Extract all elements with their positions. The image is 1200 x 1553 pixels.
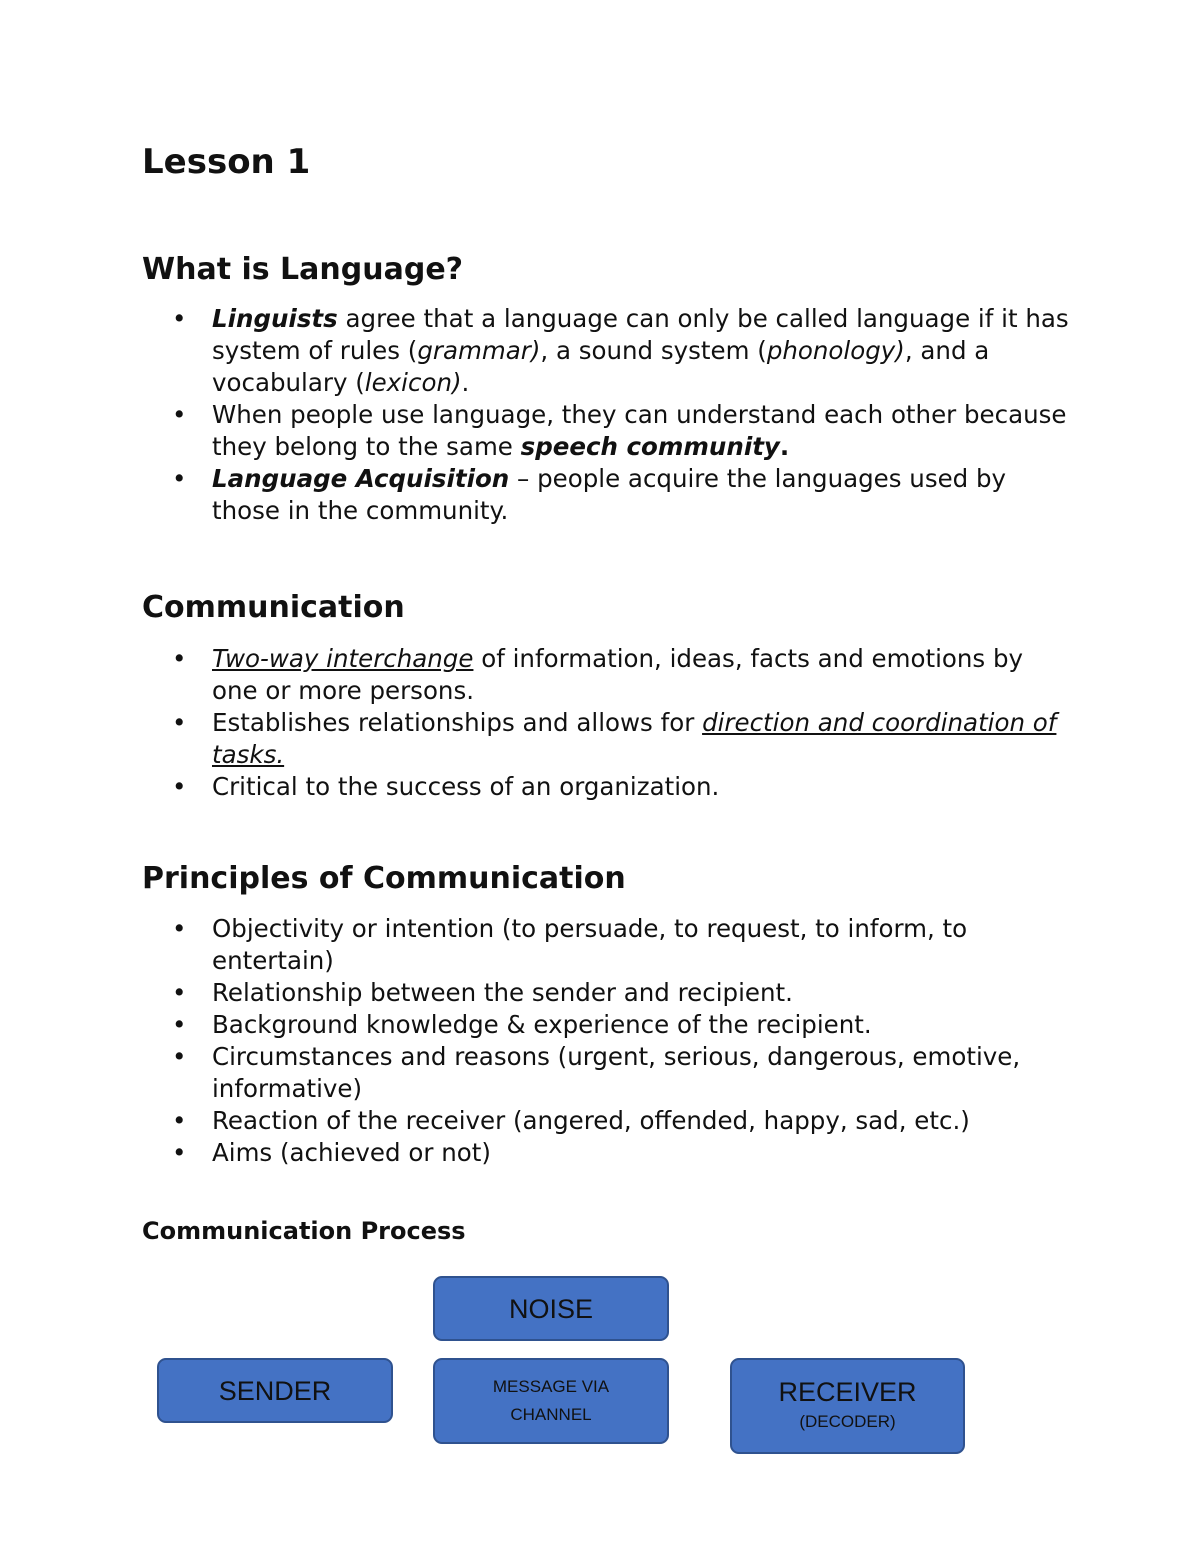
message-channel-box (433, 1358, 669, 1444)
receiver-label: RECEIVER (778, 1377, 917, 1407)
term-speech-community: speech community (520, 432, 780, 461)
lesson-title: Lesson 1 (142, 142, 311, 182)
list-item: • Circumstances and reasons (urgent, serious, dangerous, emotive, informative) (142, 1041, 1072, 1105)
receiver-box (730, 1358, 965, 1454)
list-item: • When people use language, they can understand each other because they belong to the same speech community. (142, 399, 1072, 463)
list-item: • Objectivity or intention (to persuade, to request, to inform, to entertain) (142, 913, 1072, 977)
sender-label: SENDER (218, 1375, 332, 1406)
term-grammar: grammar) (417, 336, 541, 365)
list-item: • Linguists agree that a language can only be called language if it has system of rules (grammar), a sound system (phonology), and a vocabulary (lexicon). (142, 303, 1072, 399)
term-linguists: Linguists (212, 304, 338, 333)
communication-process-diagram (0, 1260, 1200, 1480)
term-language-acquisition: Language Acquisition (212, 464, 510, 493)
heading-communication: Communication (142, 590, 405, 625)
heading-principles: Principles of Communication (142, 861, 626, 896)
communication-bullet-list (142, 643, 1072, 803)
language-bullet-list (142, 303, 1072, 527)
term-two-way-interchange: Two-way interchange (212, 644, 474, 673)
term-phonology: phonology) (766, 336, 905, 365)
heading-communication-process: Communication Process (142, 1217, 466, 1245)
message-label: MESSAGE VIA (492, 1377, 610, 1396)
list-item: • Language Acquisition – people acquire the languages used by those in the community. (142, 463, 1072, 527)
principles-bullet-list (142, 913, 1072, 1169)
list-item: • Critical to the success of an organization. (142, 771, 1072, 803)
decoder-label: (DECODER) (799, 1412, 896, 1431)
term-direction-coordination: direction and coordination of tasks. (212, 708, 1057, 769)
list-item: • Two-way interchange of information, ideas, facts and emotions by one or more persons. (142, 643, 1072, 707)
channel-label: CHANNEL (510, 1405, 592, 1424)
heading-what-is-language: What is Language? (142, 252, 464, 287)
noise-label: NOISE (508, 1293, 594, 1324)
term-lexicon: lexicon) (364, 368, 462, 397)
list-item: • Aims (achieved or not) (142, 1137, 1072, 1169)
list-item: • Establishes relationships and allows for direction and coordination of tasks. (142, 707, 1072, 771)
noise-box (433, 1276, 669, 1341)
list-item: • Relationship between the sender and recipient. (142, 977, 1072, 1009)
sender-box (157, 1358, 393, 1423)
list-item: • Background knowledge & experience of the recipient. (142, 1009, 1072, 1041)
list-item: • Reaction of the receiver (angered, offended, happy, sad, etc.) (142, 1105, 1072, 1137)
